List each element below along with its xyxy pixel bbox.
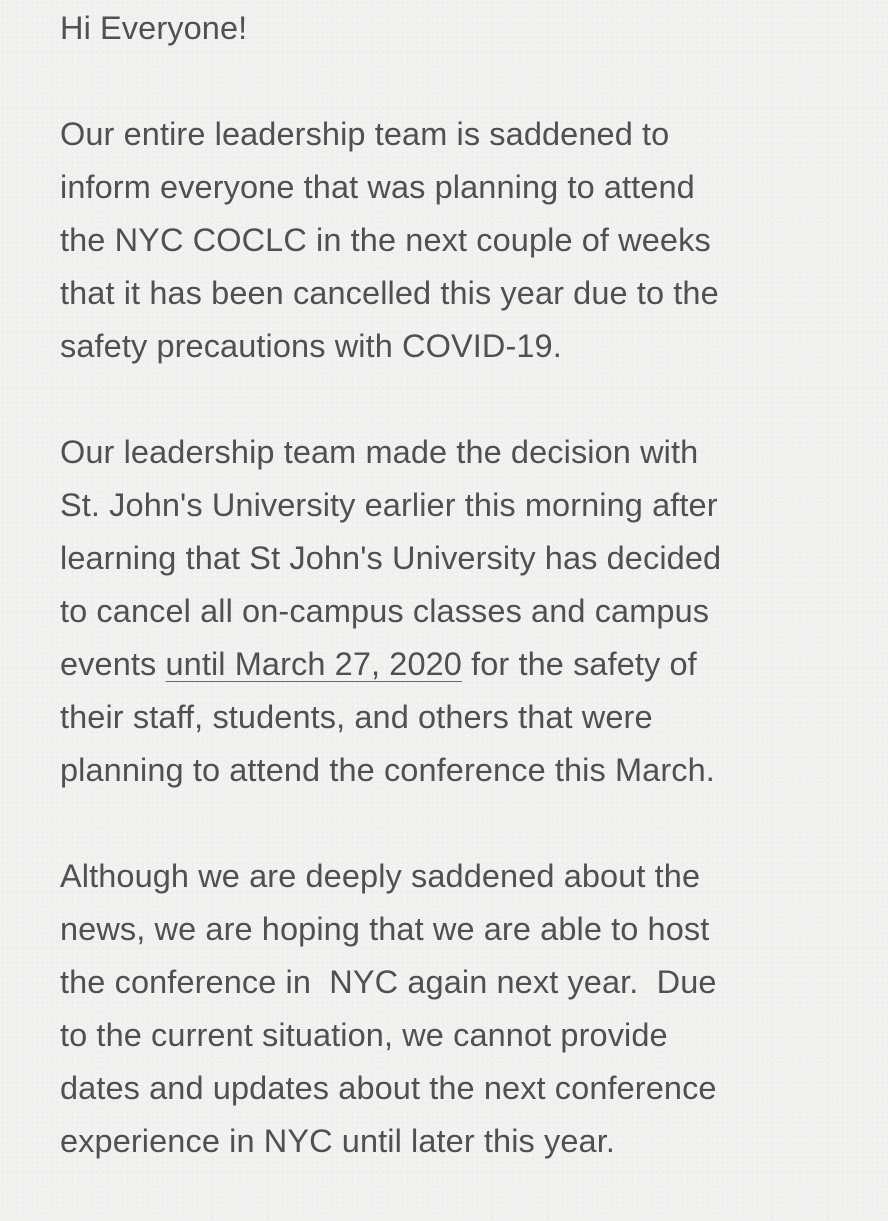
date-link[interactable]: until March 27, 2020: [165, 646, 462, 682]
decision-paragraph: [60, 426, 860, 797]
text-line: St. John's University earlier this morning after: [60, 487, 718, 523]
text-line: dates and updates about the next conference: [60, 1070, 717, 1106]
future-paragraph: [60, 850, 860, 1168]
text-fragment: events: [60, 646, 166, 682]
text-line: inform everyone that was planning to attend: [60, 169, 695, 205]
text-line: Our entire leadership team is saddened to: [60, 116, 670, 152]
note-body: [60, 2, 860, 1221]
greeting: Hi Everyone!: [60, 10, 248, 46]
cancellation-paragraph: [60, 108, 860, 373]
text-line: experience in NYC until later this year.: [60, 1123, 615, 1159]
text-line: Our leadership team made the decision with: [60, 434, 699, 470]
text-line: to the current situation, we cannot provide: [60, 1017, 668, 1053]
text-fragment: for the safety of: [461, 646, 697, 682]
text-line: Although we are deeply saddened about the: [60, 858, 701, 894]
greeting-paragraph: [60, 2, 860, 55]
text-line: learning that St John's University has decided: [60, 540, 722, 576]
text-line: their staff, students, and others that were: [60, 699, 653, 735]
text-line: to cancel all on-campus classes and campus: [60, 593, 710, 629]
text-line: that it has been cancelled this year due to the: [60, 275, 719, 311]
text-line: [60, 638, 860, 691]
text-line: planning to attend the conference this March.: [60, 752, 715, 788]
text-line: the conference in NYC again next year. Due: [60, 964, 717, 1000]
text-line: news, we are hoping that we are able to host: [60, 911, 710, 947]
text-line: safety precautions with COVID-19.: [60, 328, 562, 364]
text-line: the NYC COCLC in the next couple of weeks: [60, 222, 711, 258]
